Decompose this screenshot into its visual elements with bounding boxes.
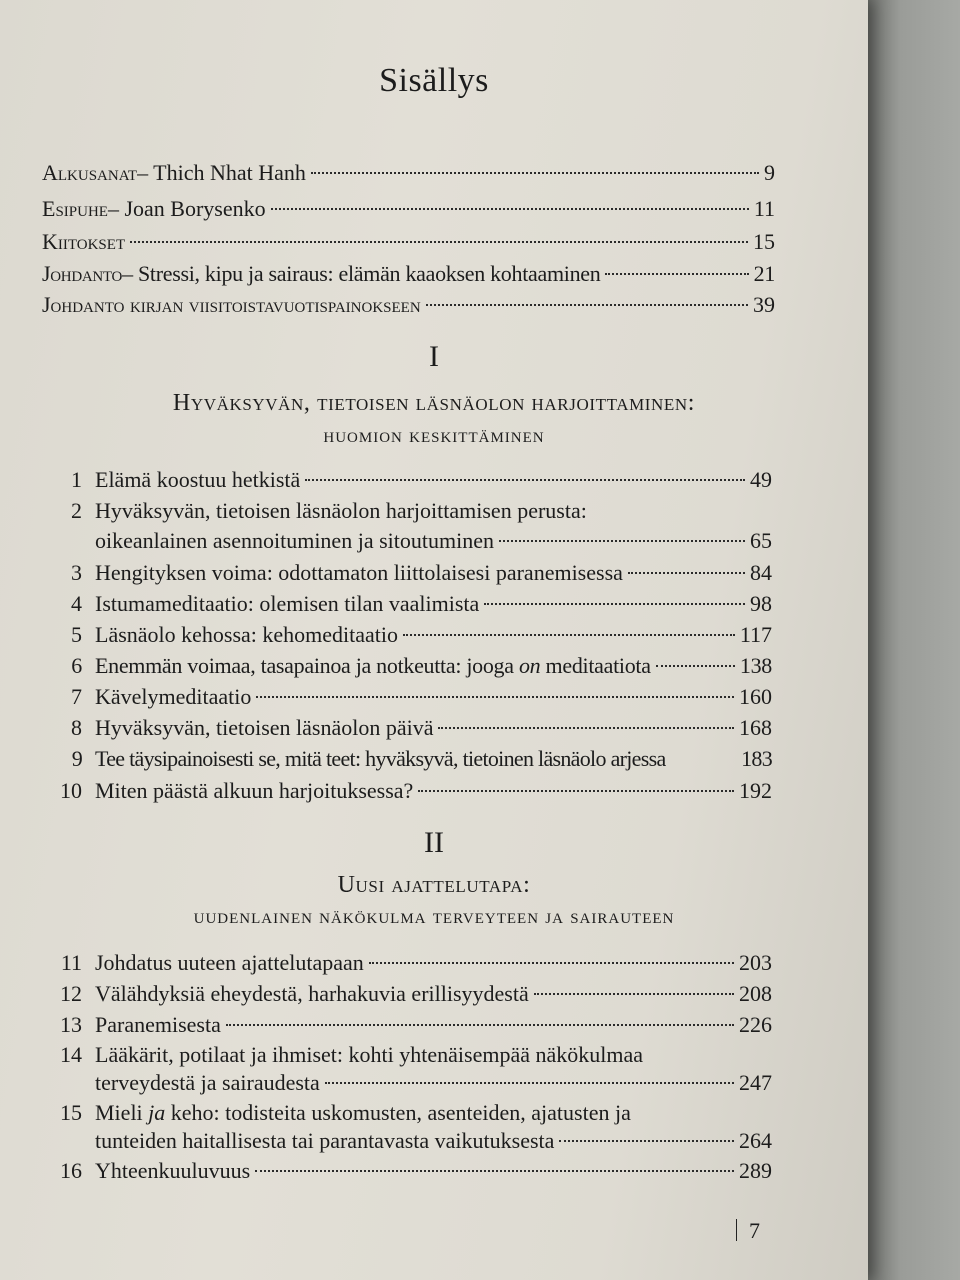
toc-chapter: [42, 650, 772, 682]
dot-leader: [305, 479, 745, 481]
page-title: Sisällys: [379, 62, 489, 99]
page-number: 203: [739, 950, 772, 975]
dot-leader: [271, 208, 749, 210]
entry-label: Johdanto kirjan viisitoistavuotispainokseen: [42, 292, 421, 317]
toc-chapter: [42, 743, 772, 775]
dot-leader: [418, 790, 734, 792]
chapter-number: 11: [60, 950, 82, 975]
dot-leader: [226, 1024, 734, 1026]
dot-leader: [499, 540, 745, 542]
chapter-number: 13: [60, 1012, 82, 1037]
page-number: 117: [739, 622, 772, 647]
toc-entry-preface: [42, 193, 775, 225]
chapter-number: 3: [71, 560, 82, 585]
toc-chapter: [42, 1155, 772, 1187]
chapter-number: 2: [71, 498, 82, 523]
toc-chapter: [42, 557, 772, 589]
part-title: Hyväksyvän, tietoisen läsnäolon harjoittaminen:: [172, 390, 696, 416]
chapter-title: Yhteenkuuluvuus: [95, 1158, 251, 1183]
dot-leader: [255, 1170, 734, 1172]
chapter-title: Paranemisesta: [95, 1012, 221, 1037]
toc-chapter: [42, 464, 772, 496]
dot-leader: [403, 634, 735, 636]
chapter-title: Läsnäolo kehossa: kehomeditaatio: [95, 622, 399, 647]
folio-number: 7: [749, 1218, 760, 1243]
chapter-number: 5: [71, 622, 82, 647]
page-number: 49: [750, 467, 772, 492]
chapter-number: 6: [71, 653, 82, 678]
chapter-title: Johdatus uuteen ajattelutapaan: [95, 950, 364, 975]
chapter-title: Välähdyksiä eheydestä, harhakuvia erillisyydestä: [95, 981, 529, 1006]
toc-chapter: [42, 1009, 772, 1041]
toc-chapter-continuation: [42, 1125, 772, 1157]
dot-leader: [559, 1140, 734, 1142]
toc-chapter-continuation: [42, 1067, 772, 1099]
dot-leader: [130, 241, 748, 243]
dot-leader: [534, 993, 734, 995]
page-number: 264: [739, 1128, 772, 1153]
page-number: 138: [739, 653, 772, 678]
dot-leader: [311, 172, 759, 174]
page-number: 39: [753, 292, 775, 317]
dot-leader: [369, 962, 734, 964]
entry-label: Johdanto: [42, 261, 123, 286]
page-number: 226: [739, 1012, 772, 1037]
chapter-title: Hyväksyvän, tietoisen läsnäolon harjoittamisen perusta:: [95, 498, 587, 523]
toc-entry-acknowledgements: [42, 226, 775, 258]
chapter-number: 10: [60, 778, 82, 803]
page-number: 11: [753, 196, 775, 221]
toc-chapter: [42, 947, 772, 979]
chapter-title: Kävelymeditaatio: [95, 684, 252, 709]
chapter-title-line2: terveydestä ja sairaudesta: [95, 1070, 320, 1095]
entry-label: Kiitokset: [42, 229, 126, 254]
part-title: Uusi ajattelutapa:: [337, 872, 531, 898]
toc-chapter: [42, 775, 772, 807]
toc-chapter: [42, 712, 772, 744]
chapter-title: Miten päästä alkuun harjoituksessa?: [95, 778, 414, 803]
page-number: 247: [739, 1070, 772, 1095]
toc-chapter-continuation: [42, 525, 772, 557]
dot-leader: [605, 273, 748, 275]
page-number: 183: [741, 746, 772, 771]
page-number: 84: [750, 560, 772, 585]
chapter-number: 9: [71, 746, 82, 771]
chapter-title: Lääkärit, potilaat ja ihmiset: kohti yhtenäisempää näkökulmaa: [95, 1042, 643, 1067]
page-number: 65: [750, 528, 772, 553]
page-number: 9: [764, 160, 775, 185]
page-number: 208: [739, 981, 772, 1006]
toc-entry-anniversary-introduction: [42, 289, 775, 321]
chapter-title: Mieli ja keho: todisteita uskomusten, asenteiden, ajatusten ja: [95, 1100, 631, 1125]
toc-entry-introduction: [42, 258, 775, 290]
chapter-title: Elämä koostuu hetkistä: [95, 467, 301, 492]
dot-leader: [426, 304, 748, 306]
chapter-title-line2: oikeanlainen asennoituminen ja sitoutuminen: [95, 528, 494, 553]
chapter-title-line2: tunteiden haitallisesta tai parantavasta vaikutuksesta: [95, 1128, 555, 1153]
entry-text: – Thich Nhat Hanh: [137, 160, 306, 185]
entry-label: Esipuhe: [42, 196, 108, 221]
part-subtitle: huomion keskittäminen: [323, 423, 545, 447]
chapter-number: 8: [71, 715, 82, 740]
entry-text: – Joan Borysenko: [107, 196, 266, 221]
chapter-number: 12: [60, 981, 82, 1006]
chapter-number: 4: [71, 591, 82, 616]
dot-leader: [438, 727, 734, 729]
entry-text: – Stressi, kipu ja sairaus: elämän kaaoksen kohtaaminen: [122, 261, 601, 286]
chapter-number: 16: [60, 1158, 82, 1183]
chapter-number: 14: [60, 1042, 82, 1067]
part-subtitle: uudenlainen näkökulma terveyteen ja sairauteen: [193, 904, 675, 928]
dot-leader: [256, 696, 734, 698]
chapter-title: Hengityksen voima: odottamaton liittolaisesi paranemisessa: [95, 560, 623, 585]
chapter-number: 7: [71, 684, 82, 709]
chapter-number: 1: [71, 467, 82, 492]
page-folio: [736, 1218, 760, 1244]
toc-chapter: [42, 495, 772, 527]
page-number: 160: [739, 684, 772, 709]
page-number: 15: [753, 229, 775, 254]
toc-chapter: [42, 588, 772, 620]
dot-leader: [325, 1082, 734, 1084]
chapter-title: Tee täysipainoisesti se, mitä teet: hyväksyvä, tietoinen läsnäolo arjessa: [95, 746, 666, 771]
chapter-title: Hyväksyvän, tietoisen läsnäolon päivä: [95, 715, 434, 740]
part-numeral: I: [429, 340, 439, 373]
part-numeral: II: [424, 826, 444, 859]
dot-leader: [484, 603, 745, 605]
entry-label: Alkusanat: [42, 160, 138, 185]
page-number: 289: [739, 1158, 772, 1183]
page-number: 168: [739, 715, 772, 740]
chapter-title: Istumameditaatio: olemisen tilan vaalimista: [95, 591, 480, 616]
page-number: 192: [739, 778, 772, 803]
page-number: 98: [750, 591, 772, 616]
toc-chapter: [42, 978, 772, 1010]
toc-chapter: [42, 619, 772, 651]
toc-chapter: [42, 681, 772, 713]
dot-leader: [628, 572, 745, 574]
chapter-title: Enemmän voimaa, tasapainoa ja notkeutta: jooga on meditaatiota: [95, 653, 651, 678]
folio-rule: [736, 1219, 737, 1241]
toc-entry-foreword: [42, 157, 775, 189]
dot-leader: [656, 665, 735, 667]
adjacent-page-edge: [868, 0, 960, 1280]
page-number: 21: [753, 261, 775, 286]
chapter-number: 15: [60, 1100, 82, 1125]
